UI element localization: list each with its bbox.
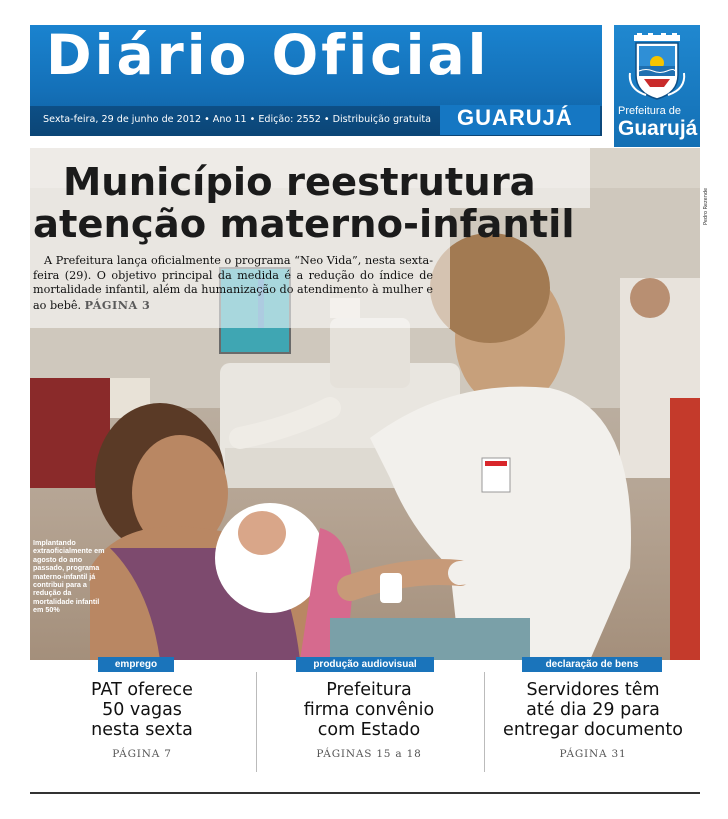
logo-line-1: Prefeitura de (618, 105, 681, 117)
teaser-tag: declaração de bens (522, 657, 662, 672)
teaser-title-line: Prefeitura (326, 680, 412, 700)
column-divider (484, 672, 485, 772)
teaser-page-ref[interactable]: PÁGINA 7 (112, 748, 172, 760)
city-crest-icon (626, 33, 688, 101)
column-divider (256, 672, 257, 772)
teaser-tag: produção audiovisual (296, 657, 434, 672)
photo-caption: Implantando extraoficialmente em agosto do ano passado, programa materno-infantil já contribui para a redução da mortalidade infantil em 50% (33, 538, 105, 615)
photo-credit: Pedro Rezende (703, 187, 709, 225)
teaser-title-line: nesta sexta (91, 720, 193, 740)
edition-info: Sexta-feira, 29 de junho de 2012 • Ano 11 • Edição: 2552 • Distribuição gratuita (43, 114, 432, 125)
teaser-tag: emprego (98, 657, 174, 672)
logo-line-2: Guarujá (618, 117, 698, 140)
bottom-rule (30, 792, 700, 794)
teaser-page-ref[interactable]: PÁGINAS 15 a 18 (316, 748, 422, 760)
teaser-title-line: 50 vagas (102, 700, 182, 720)
teaser-title-line: Servidores têm (526, 680, 660, 700)
lead-paragraph (33, 254, 433, 313)
teaser-title-line: com Estado (317, 720, 421, 740)
headline-line-1: Município reestrutura (63, 160, 536, 205)
teaser-title-line: firma convênio (303, 700, 435, 720)
lead-page-ref[interactable]: PÁGINA 3 (84, 297, 151, 312)
prefeitura-logo (614, 25, 700, 147)
lead-text: A Prefeitura lança oficialmente o programa “Neo Vida”, nesta sexta-feira (29). O objetivo principal da medida é a redução do índice de mortalidade infantil, além da humanização do atendimento à mulher e ao bebê. (33, 254, 433, 312)
teaser-title-line: PAT oferece (91, 680, 193, 700)
teaser-title-line: entregar documento (503, 720, 683, 740)
city-name: GUARUJÁ (457, 105, 573, 130)
masthead (30, 25, 602, 135)
newspaper-title: Diário Oficial (46, 23, 490, 87)
headline-line-2: atenção materno-infantil (33, 202, 575, 247)
main-headline (33, 162, 575, 246)
city-band (440, 105, 600, 135)
teaser-page-ref[interactable]: PÁGINA 31 (559, 748, 627, 760)
teaser-title-line: até dia 29 para (526, 700, 660, 720)
